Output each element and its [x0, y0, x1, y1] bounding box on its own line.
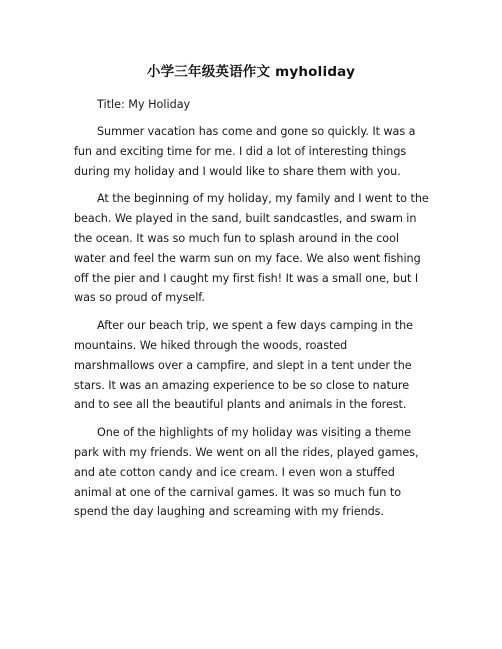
paragraph-3: After our beach trip, we spent a few days camping in the mountains. We hiked through the woods, roasted marshmallows over a campfire, and slept in a tent under the stars. It was an amazing experience to be so close to nature and to see all the beautiful plants and animals in the forest.	[74, 319, 413, 412]
paragraph-1: Summer vacation has come and gone so quickly. It was a fun and exciting time for me. I did a lot of interesting things during my holiday and I would like to share them with you.	[74, 125, 416, 178]
essay-title-line: Title: My Holiday	[97, 98, 191, 111]
paragraph-2: At the beginning of my holiday, my family and I went to the beach. We played in the sand, built sandcastles, and swam in the ocean. It was so much fun to splash around in the cool water and feel the warm sun on my face. We also went fishing off the pier and I caught my first fish! It was a small one, but I was so proud of myself.	[74, 192, 429, 305]
paragraph-4: One of the highlights of my holiday was visiting a theme park with my friends. We went on all the rides, played games, and ate cotton candy and ice cream. I even won a stuffed animal at one of the carnival games. It was so much fun to spend the day laughing and screaming with my friends.	[74, 426, 419, 519]
essay-body	[74, 122, 430, 530]
document-heading: 小学三年级英语作文 myholiday	[146, 64, 356, 80]
